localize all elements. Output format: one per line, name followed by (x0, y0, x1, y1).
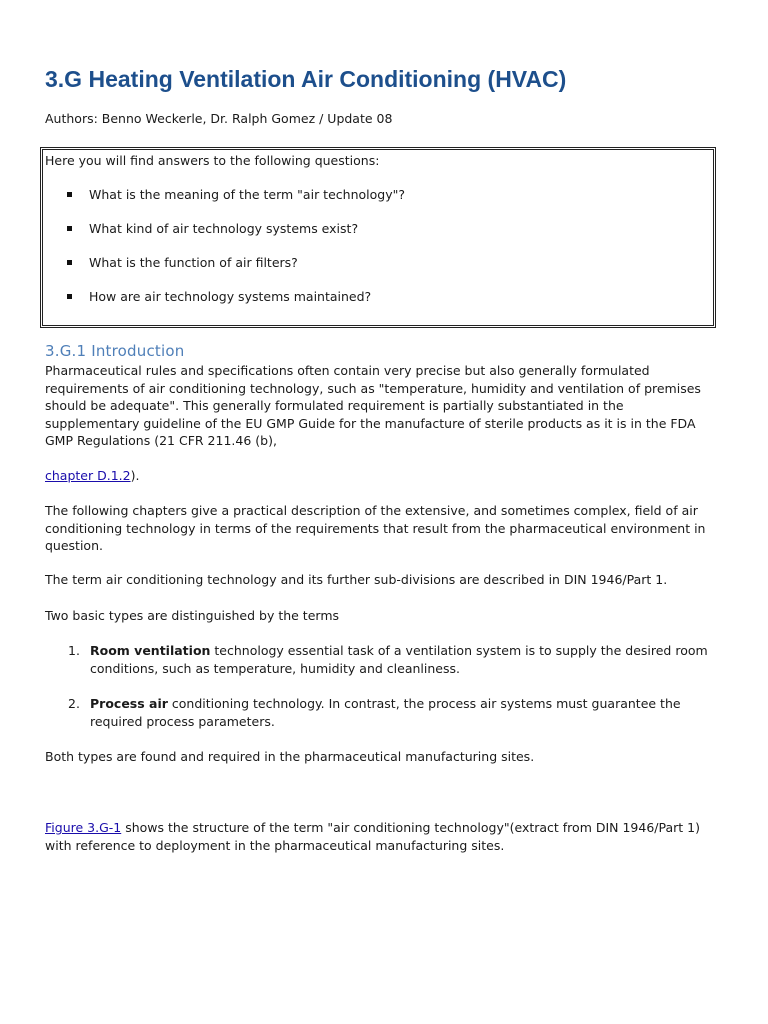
authors-line: Authors: Benno Weckerle, Dr. Ralph Gomez / Update 08 (45, 111, 393, 126)
figure-link[interactable]: Figure 3.G-1 (45, 820, 122, 835)
question-item (43, 186, 683, 220)
din-paragraph: The term air conditioning technology and its further sub-divisions are described in DIN 1946/Part 1. (45, 572, 668, 587)
type-item (45, 642, 720, 677)
questions-intro: Here you will find answers to the following questions: (45, 153, 380, 168)
question-item (43, 254, 683, 288)
question-text: What kind of air technology systems exist? (89, 221, 359, 236)
question-item (43, 288, 683, 322)
type-name: Process air (90, 696, 168, 711)
description-paragraph: The following chapters give a practical description of the extensive, and sometimes complex, field of air conditioning technology in terms of the requirements that result from the pharmaceutical environment in question. (45, 503, 706, 553)
figure-description: shows the structure of the term "air conditioning technology"(extract from DIN 1946/Part 1) with reference to deployment in the pharmaceutical manufacturing sites. (45, 820, 700, 853)
type-item (45, 695, 720, 730)
question-text: How are air technology systems maintained? (89, 289, 372, 304)
square-bullet-icon (67, 226, 72, 231)
chapter-suffix: ). (130, 468, 140, 483)
section-heading: 3.G.1 Introduction (45, 342, 185, 360)
types-intro: Two basic types are distinguished by the terms (45, 608, 340, 623)
chapter-reference (45, 467, 720, 485)
types-list (45, 642, 720, 748)
square-bullet-icon (67, 294, 72, 299)
type-name: Room ventilation (90, 643, 211, 658)
type-number: 2. (68, 696, 80, 711)
chapter-link[interactable]: chapter D.1.2 (45, 468, 131, 483)
question-text: What is the meaning of the term "air technology"? (89, 187, 405, 202)
type-description: conditioning technology. In contrast, the process air systems must guarantee the required process parameters. (90, 696, 681, 729)
intro-paragraph: Pharmaceutical rules and specifications often contain very precise but also generally formulated requirements of air conditioning technology, such as "temperature, humidity and ventilation of premises should be adequate". This generally formulated requirement is partially substantiated in the supplementary guideline of the EU GMP Guide for the manufacture of sterile products as it is in the FDA GMP Regulations (21 CFR 211.46 (b), (45, 363, 701, 448)
page-title: 3.G Heating Ventilation Air Conditioning (HVAC) (45, 66, 567, 92)
question-text: What is the function of air filters? (89, 255, 298, 270)
questions-box (40, 147, 716, 328)
square-bullet-icon (67, 192, 72, 197)
question-item (43, 220, 683, 254)
questions-list (43, 186, 683, 322)
square-bullet-icon (67, 260, 72, 265)
type-description: technology essential task of a ventilation system is to supply the desired room conditions, such as temperature, humidity and cleanliness. (90, 643, 708, 676)
sites-paragraph: Both types are found and required in the pharmaceutical manufacturing sites. (45, 749, 535, 764)
type-number: 1. (68, 643, 80, 658)
figure-reference (45, 819, 720, 854)
